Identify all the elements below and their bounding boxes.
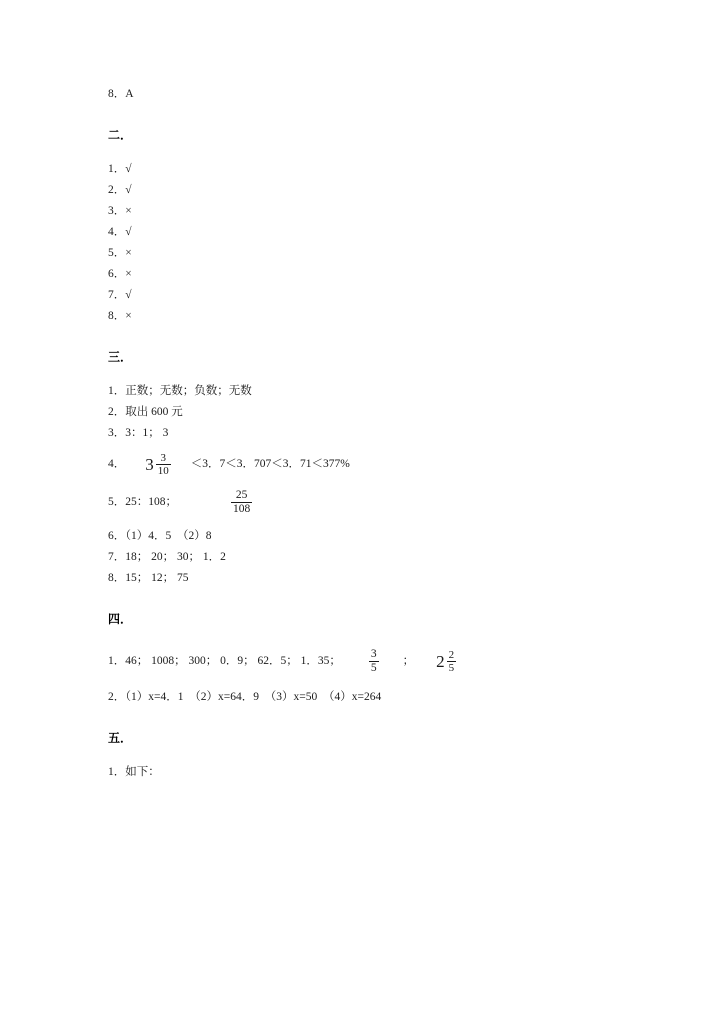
- answer-item-5: [108, 489, 628, 516]
- answer-item-4-1-label: 1．46； 1008； 300； 0．9； 62．5； 1．35；: [108, 655, 341, 667]
- answer-item-4-2: 2．（1）x=4．1 （2）x=64．9 （3）x=50 （4）x=264: [108, 691, 382, 703]
- spacer: [108, 708, 628, 728]
- answer-item: 7．18； 20； 30； 1．2: [108, 551, 226, 563]
- fraction-3-5: [369, 648, 379, 675]
- spacer: [108, 327, 628, 347]
- spacer: [108, 368, 628, 381]
- mixed-number-2-2-5: [436, 649, 458, 674]
- spacer: [108, 749, 628, 762]
- section-heading-five: 五．: [108, 731, 133, 745]
- spacer: [108, 146, 628, 159]
- fraction-numerator: 2: [448, 649, 455, 661]
- answer-item: 6．（1）4．5 （2）8: [108, 530, 212, 542]
- section-heading-two: 二．: [108, 128, 133, 142]
- answer-key-body: [108, 84, 628, 783]
- spacer: [108, 444, 628, 452]
- spacer: [108, 589, 628, 609]
- comparison-expression: ＜3．7＜3．707＜3．71＜377%: [190, 458, 350, 470]
- fraction-denominator: 10: [157, 465, 169, 477]
- answer-item: 8．15； 12； 75: [108, 572, 189, 584]
- answer-item: 5．×: [108, 247, 132, 259]
- mixed-whole: 3: [145, 454, 154, 474]
- spacer: [108, 675, 628, 687]
- answer-item-4: [108, 452, 628, 477]
- separator-semicolon: ；: [402, 655, 415, 667]
- section-heading-four: 四．: [108, 612, 133, 626]
- fraction-numerator: 3: [160, 452, 166, 464]
- fraction-numerator: 25: [235, 489, 248, 501]
- spacer: [108, 630, 628, 648]
- fraction-25-108: [231, 489, 252, 516]
- fraction-denominator: 5: [448, 662, 455, 674]
- answer-item-4-label: 4．: [108, 458, 126, 470]
- answer-item: 6．×: [108, 268, 132, 280]
- fraction-numerator: 3: [370, 648, 377, 660]
- answer-item-5-label: 5．25：108；: [108, 496, 177, 508]
- spacer: [108, 477, 628, 489]
- answer-item: 7．√: [108, 289, 132, 301]
- fraction-denominator: 108: [233, 503, 251, 515]
- fraction-denominator: 5: [370, 662, 377, 674]
- spacer: [108, 105, 628, 125]
- answer-item: 1．√: [108, 163, 132, 175]
- answer-item: 2．√: [108, 184, 132, 196]
- answer-item: 1．正数；无数；负数；无数: [108, 385, 252, 397]
- fraction: [447, 649, 457, 674]
- mixed-number-3-3-10: [145, 452, 173, 477]
- section-heading-three: 三．: [108, 350, 133, 364]
- fraction: [156, 452, 171, 477]
- answer-item: 2．取出 600 元: [108, 406, 183, 418]
- answer-item: 3．×: [108, 205, 132, 217]
- answer-item: 4．√: [108, 226, 132, 238]
- answer-item: 3．3：1； 3: [108, 427, 169, 439]
- mixed-whole: 2: [436, 651, 445, 671]
- answer-item-4-1: [108, 648, 628, 675]
- spacer: [108, 516, 628, 526]
- section-one-tail-answer: 8．A: [108, 88, 134, 100]
- answer-item: 8．×: [108, 310, 132, 322]
- answer-item: 1．如下：: [108, 766, 160, 778]
